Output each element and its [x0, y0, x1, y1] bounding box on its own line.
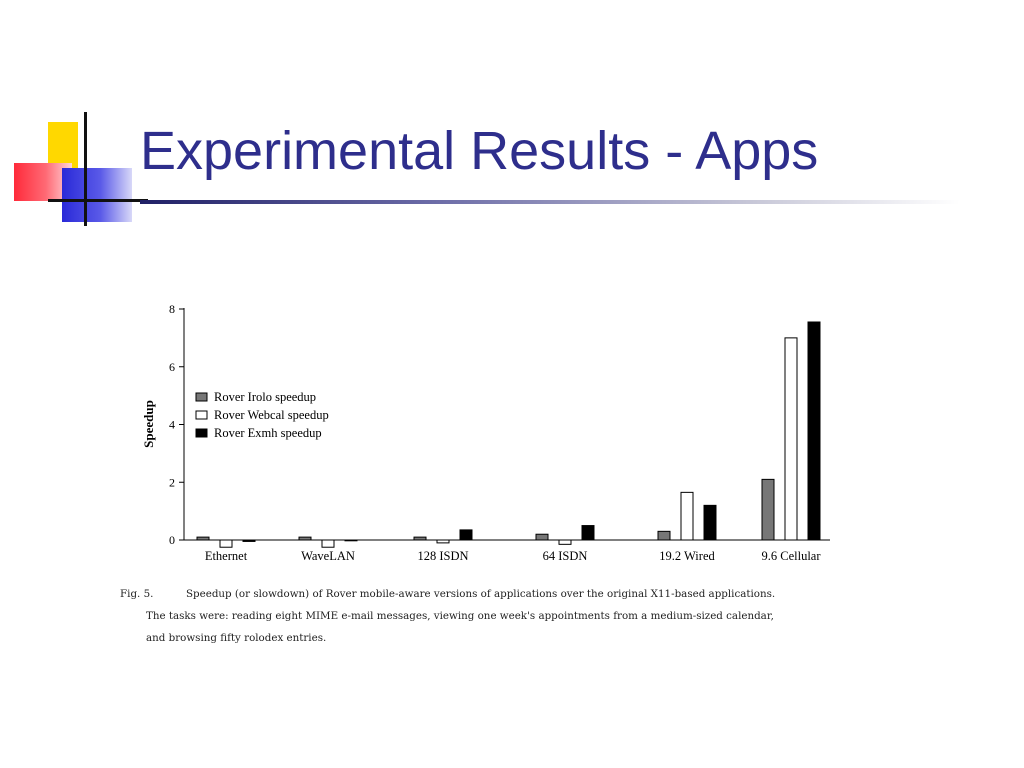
x-category-label: Ethernet — [204, 549, 248, 563]
bar-webcal — [785, 338, 797, 540]
bar-exmh — [460, 530, 472, 540]
x-category-label: 9.6 Cellular — [761, 549, 821, 563]
bar-webcal — [437, 540, 449, 543]
bar-exmh — [582, 526, 594, 540]
legend-label: Rover Webcal speedup — [214, 408, 329, 422]
slide-title: Experimental Results - Apps — [140, 121, 819, 181]
y-axis-label: Speedup — [141, 400, 156, 448]
bar-irolo — [762, 479, 774, 540]
y-tick-label: 6 — [169, 359, 175, 374]
bar-exmh — [345, 540, 357, 541]
bar-exmh — [243, 540, 255, 541]
y-tick-label: 0 — [169, 533, 175, 547]
y-tick-label: 2 — [169, 475, 175, 490]
caption-figure-label: Fig. 5. — [120, 588, 154, 600]
caption-line-2: The tasks were: reading eight MIME e-mail messages, viewing one week's appointments from a medium-sized calendar, — [146, 610, 774, 622]
bar-irolo — [414, 537, 426, 540]
bar-webcal — [559, 540, 571, 544]
chart-axes — [179, 308, 830, 540]
y-tick-label: 8 — [169, 302, 175, 316]
bar-irolo — [299, 537, 311, 540]
bar-irolo — [197, 537, 209, 540]
legend-label: Rover Exmh speedup — [214, 426, 322, 440]
x-category-label: WaveLAN — [301, 549, 355, 563]
figure-caption — [120, 583, 880, 649]
legend-label: Rover Irolo speedup — [214, 390, 317, 404]
y-tick-label: 4 — [169, 417, 175, 432]
legend-swatch — [196, 411, 207, 419]
bar-exmh — [704, 505, 716, 540]
caption-line-3: and browsing fifty rolodex entries. — [146, 632, 327, 644]
caption-line-1: Speedup (or slowdown) of Rover mobile-aware versions of applications over the original X11-based applications. — [186, 588, 776, 600]
legend-swatch — [196, 429, 207, 437]
x-category-label: 19.2 Wired — [659, 549, 715, 563]
bar-irolo — [658, 531, 670, 540]
chart-legend — [196, 390, 329, 440]
bar-exmh — [808, 322, 820, 540]
bar-webcal — [322, 540, 334, 547]
legend-swatch — [196, 393, 207, 401]
bar-webcal — [220, 540, 232, 547]
x-category-label: 128 ISDN — [417, 549, 469, 563]
bar-webcal — [681, 492, 693, 540]
bar-irolo — [536, 534, 548, 540]
x-category-label: 64 ISDN — [542, 549, 588, 563]
